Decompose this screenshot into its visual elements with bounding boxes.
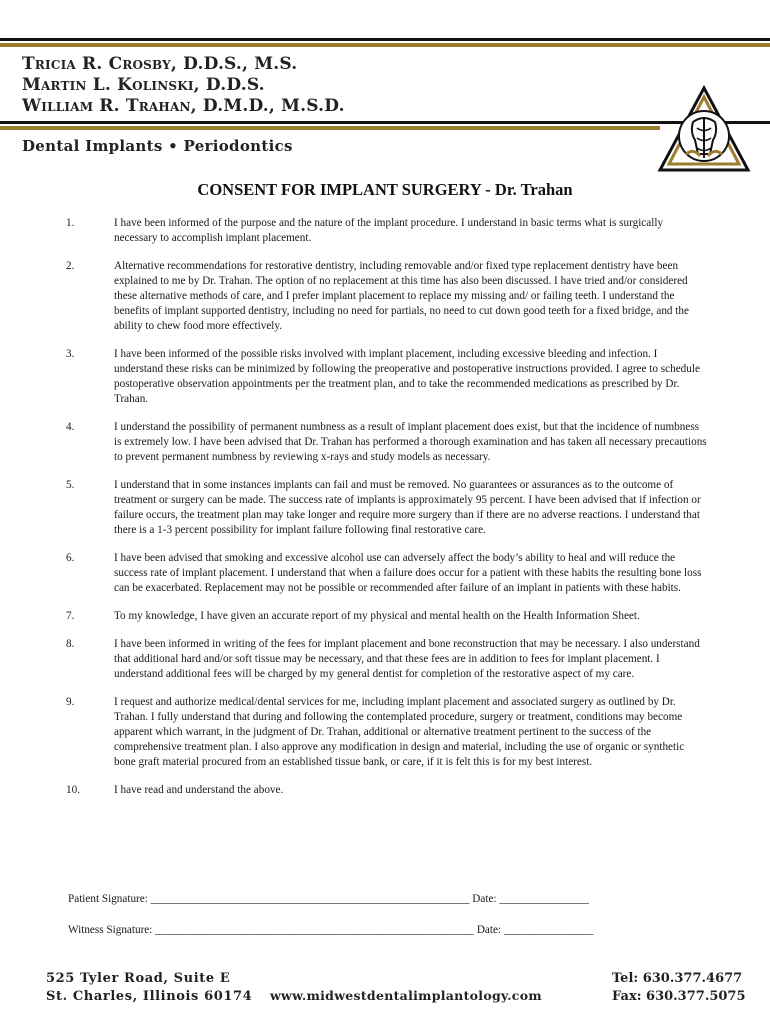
patient-signature-field[interactable]: Patient Signature: _________________________________________________________ Date: ________________ (68, 893, 589, 905)
item-text: I understand that in some instances implants can fail and must be removed. No guarantees or assurances as to the outcome of treatment or surgery can be made. The success rate of implants is approximately 95 percent. I have been advised that if infection or failure occurs, the treatment plan may take longer and require more surgery than if there are no adverse reactions. I understand that there is a 1-3 percent possibility for implant failure following final restorative care. (114, 479, 701, 536)
header-mid-rule (0, 121, 770, 124)
item-text: Alternative recommendations for restorative dentistry, including removable and/or fixed type replacement dentistry have been explained to me by Dr. Trahan. The option of no replacement at this time has also been discussed. I have tried and/or considered these alternative methods of care, and I prefer implant placement to replace my missing and/ or failing teeth. I understand the benefits of implant supported dentistry, including no need for partials, no need to cut down good teeth for a fixed bridge, and the ability to chew food more effectively. (114, 260, 689, 332)
list-item (66, 551, 708, 596)
phone-number: Tel: 630.377.4677 (612, 971, 743, 986)
item-number: 8. (66, 638, 75, 650)
item-text: I have been advised that smoking and excessive alcohol use can adversely affect the body’s ability to heal and will reduce the success rate of implant placement. I understand that when a failure does occur for a patient with these habits the resulting bone loss can be exacerbated. Replacement may not be possible or recommended after failure of an implant in patients with these habits. (114, 552, 702, 594)
specialty-line: Dental Implants • Periodontics (22, 137, 293, 155)
header-mid-gold-rule (0, 126, 660, 130)
list-item (66, 783, 708, 798)
list-item (66, 695, 708, 770)
item-text: To my knowledge, I have given an accurate report of my physical and mental health on the Health Information Sheet. (114, 610, 640, 622)
list-item (66, 216, 708, 246)
fax-number: Fax: 630.377.5075 (612, 989, 746, 1004)
consent-items (66, 216, 708, 811)
item-number: 9. (66, 696, 75, 708)
address-line: 525 Tyler Road, Suite E (46, 971, 231, 986)
contact-block (612, 970, 746, 1006)
item-number: 4. (66, 421, 75, 433)
list-item (66, 420, 708, 465)
item-number: 5. (66, 479, 75, 491)
item-text: I have been informed in writing of the fees for implant placement and bone reconstruction that may be necessary. I also understand that additional hard and/or soft tissue may be necessary, and that these fees are in addition to fees for implant placement. I understand additional fees will be charged by my general dentist for completion of the restorative aspect of my care. (114, 638, 700, 680)
item-text: I have been informed of the possible risks involved with implant placement, including excessive bleeding and infection. I understand these risks can be minimized by following the preoperative and postoperative instructions provided. I agree to schedule postoperative observation appointments per the treatment plan, and to take the recommended medications as prescribed by Dr. Trahan. (114, 348, 700, 405)
item-number: 1. (66, 217, 75, 229)
address-line: St. Charles, Illinois 60174 (46, 989, 253, 1004)
document-title: CONSENT FOR IMPLANT SURGERY - Dr. Trahan (197, 180, 573, 199)
item-number: 10. (66, 784, 80, 796)
address-block (46, 970, 252, 1006)
doctor-name: Martin L. Kolinski, D.D.S. (22, 75, 265, 95)
item-text: I have read and understand the above. (114, 784, 284, 796)
item-number: 2. (66, 260, 75, 272)
list-item (66, 347, 708, 407)
header-top-rule (0, 38, 770, 41)
list-item (66, 259, 708, 334)
doctor-name: Tricia R. Crosby, D.D.S., M.S. (22, 54, 298, 74)
doctor-names (22, 54, 345, 117)
item-number: 3. (66, 348, 75, 360)
list-item (66, 637, 708, 682)
list-item (66, 478, 708, 538)
website-link[interactable]: www.midwestdentalimplantology.com (270, 988, 542, 1003)
doctor-name: William R. Trahan, D.M.D., M.S.D. (22, 96, 345, 116)
tooth-caduceus-triangle-icon (656, 84, 752, 176)
item-number: 6. (66, 552, 75, 564)
item-text: I understand the possibility of permanent numbness as a result of implant placement does exist, but that the incidence of numbness is extremely low. I have been advised that Dr. Trahan has performed a thorough examination and has taken all necessary precautions to prevent permanent numbness by reviewing x-rays and study models as necessary. (114, 421, 707, 463)
header-top-gold-rule (0, 43, 770, 47)
item-text: I request and authorize medical/dental services for me, including implant placement and associated surgery as outlined by Dr. Trahan. I fully understand that during and following the contemplated procedure, surgery or treatment, conditions may become apparent which warrant, in the judgment of Dr. Trahan, additional or alternative treatment pertinent to the success of the comprehensive treatment plan. I also approve any modification in design and material, including the use of organic or synthetic bone graft material procured from an established tissue bank, or care, if it is felt this is for my best interest. (114, 696, 685, 768)
witness-signature-field[interactable]: Witness Signature: _________________________________________________________ Date: ________________ (68, 924, 594, 936)
list-item (66, 609, 708, 624)
item-text: I have been informed of the purpose and the nature of the implant procedure. I understand in basic terms what is surgically necessary to accomplish implant placement. (114, 217, 664, 244)
item-number: 7. (66, 610, 75, 622)
